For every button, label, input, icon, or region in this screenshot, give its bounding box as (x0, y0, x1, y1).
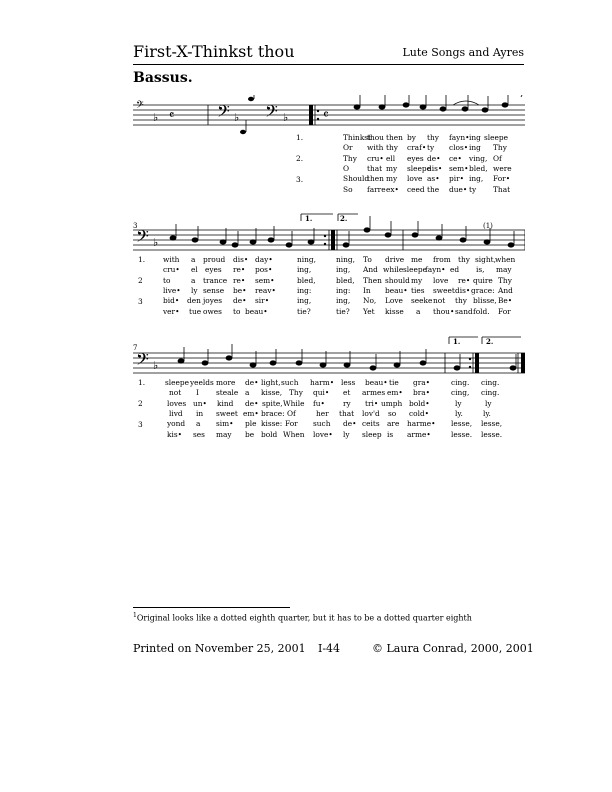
verse-number: 3 (138, 297, 143, 306)
second-ending: 2. (340, 214, 348, 223)
print-date: Printed on November 25, 2001 (133, 642, 306, 655)
footnote-rule (133, 607, 290, 608)
page-number: I-44 (318, 642, 341, 655)
svg-text:𝄴: 𝄴 (169, 108, 175, 122)
verse-number: 2 (138, 399, 143, 408)
piece-title: First-X-Thinkst thou (133, 42, 295, 61)
incipit-clef-icon: 𝄢 (136, 99, 144, 113)
footnote-reference: (1) (483, 222, 493, 230)
verse-number: 1. (296, 133, 304, 142)
verse-number: 2 (138, 276, 143, 285)
bass-clef-icon: 𝄢 (217, 101, 230, 125)
svg-text:𝄢: 𝄢 (136, 349, 149, 373)
footnote: $^1$Original looks like a dotted eighth quarter, but it has to be a dotted quarter eighth (133, 612, 472, 623)
copyright: © Laura Conrad, 2000, 2001 (372, 642, 534, 655)
svg-text:𝄴: 𝄴 (323, 108, 329, 123)
measure-number: 7 (133, 344, 138, 352)
first-ending: 1. (305, 214, 313, 223)
measure-number: 3 (133, 222, 138, 230)
part-label: Bassus. (133, 70, 193, 86)
verse-number: 2. (296, 154, 304, 163)
verse-number: 1. (138, 378, 146, 387)
flat-icon: ♭ (234, 111, 240, 124)
verse-number: 3 (138, 420, 143, 429)
flat-icon: ♭ (153, 111, 159, 124)
svg-text:♭: ♭ (283, 111, 289, 124)
header-rule (133, 64, 524, 65)
svg-text:𝄢: 𝄢 (136, 226, 149, 250)
verse-number: 1. (138, 255, 146, 264)
second-ending: 2. (486, 337, 494, 346)
svg-text:𝄢: 𝄢 (265, 101, 278, 125)
verse-number: 3. (296, 175, 304, 184)
collection-title: Lute Songs and Ayres (402, 46, 524, 59)
first-ending: 1. (453, 337, 461, 346)
svg-text:♭: ♭ (153, 236, 159, 249)
svg-text:♭: ♭ (153, 359, 159, 372)
